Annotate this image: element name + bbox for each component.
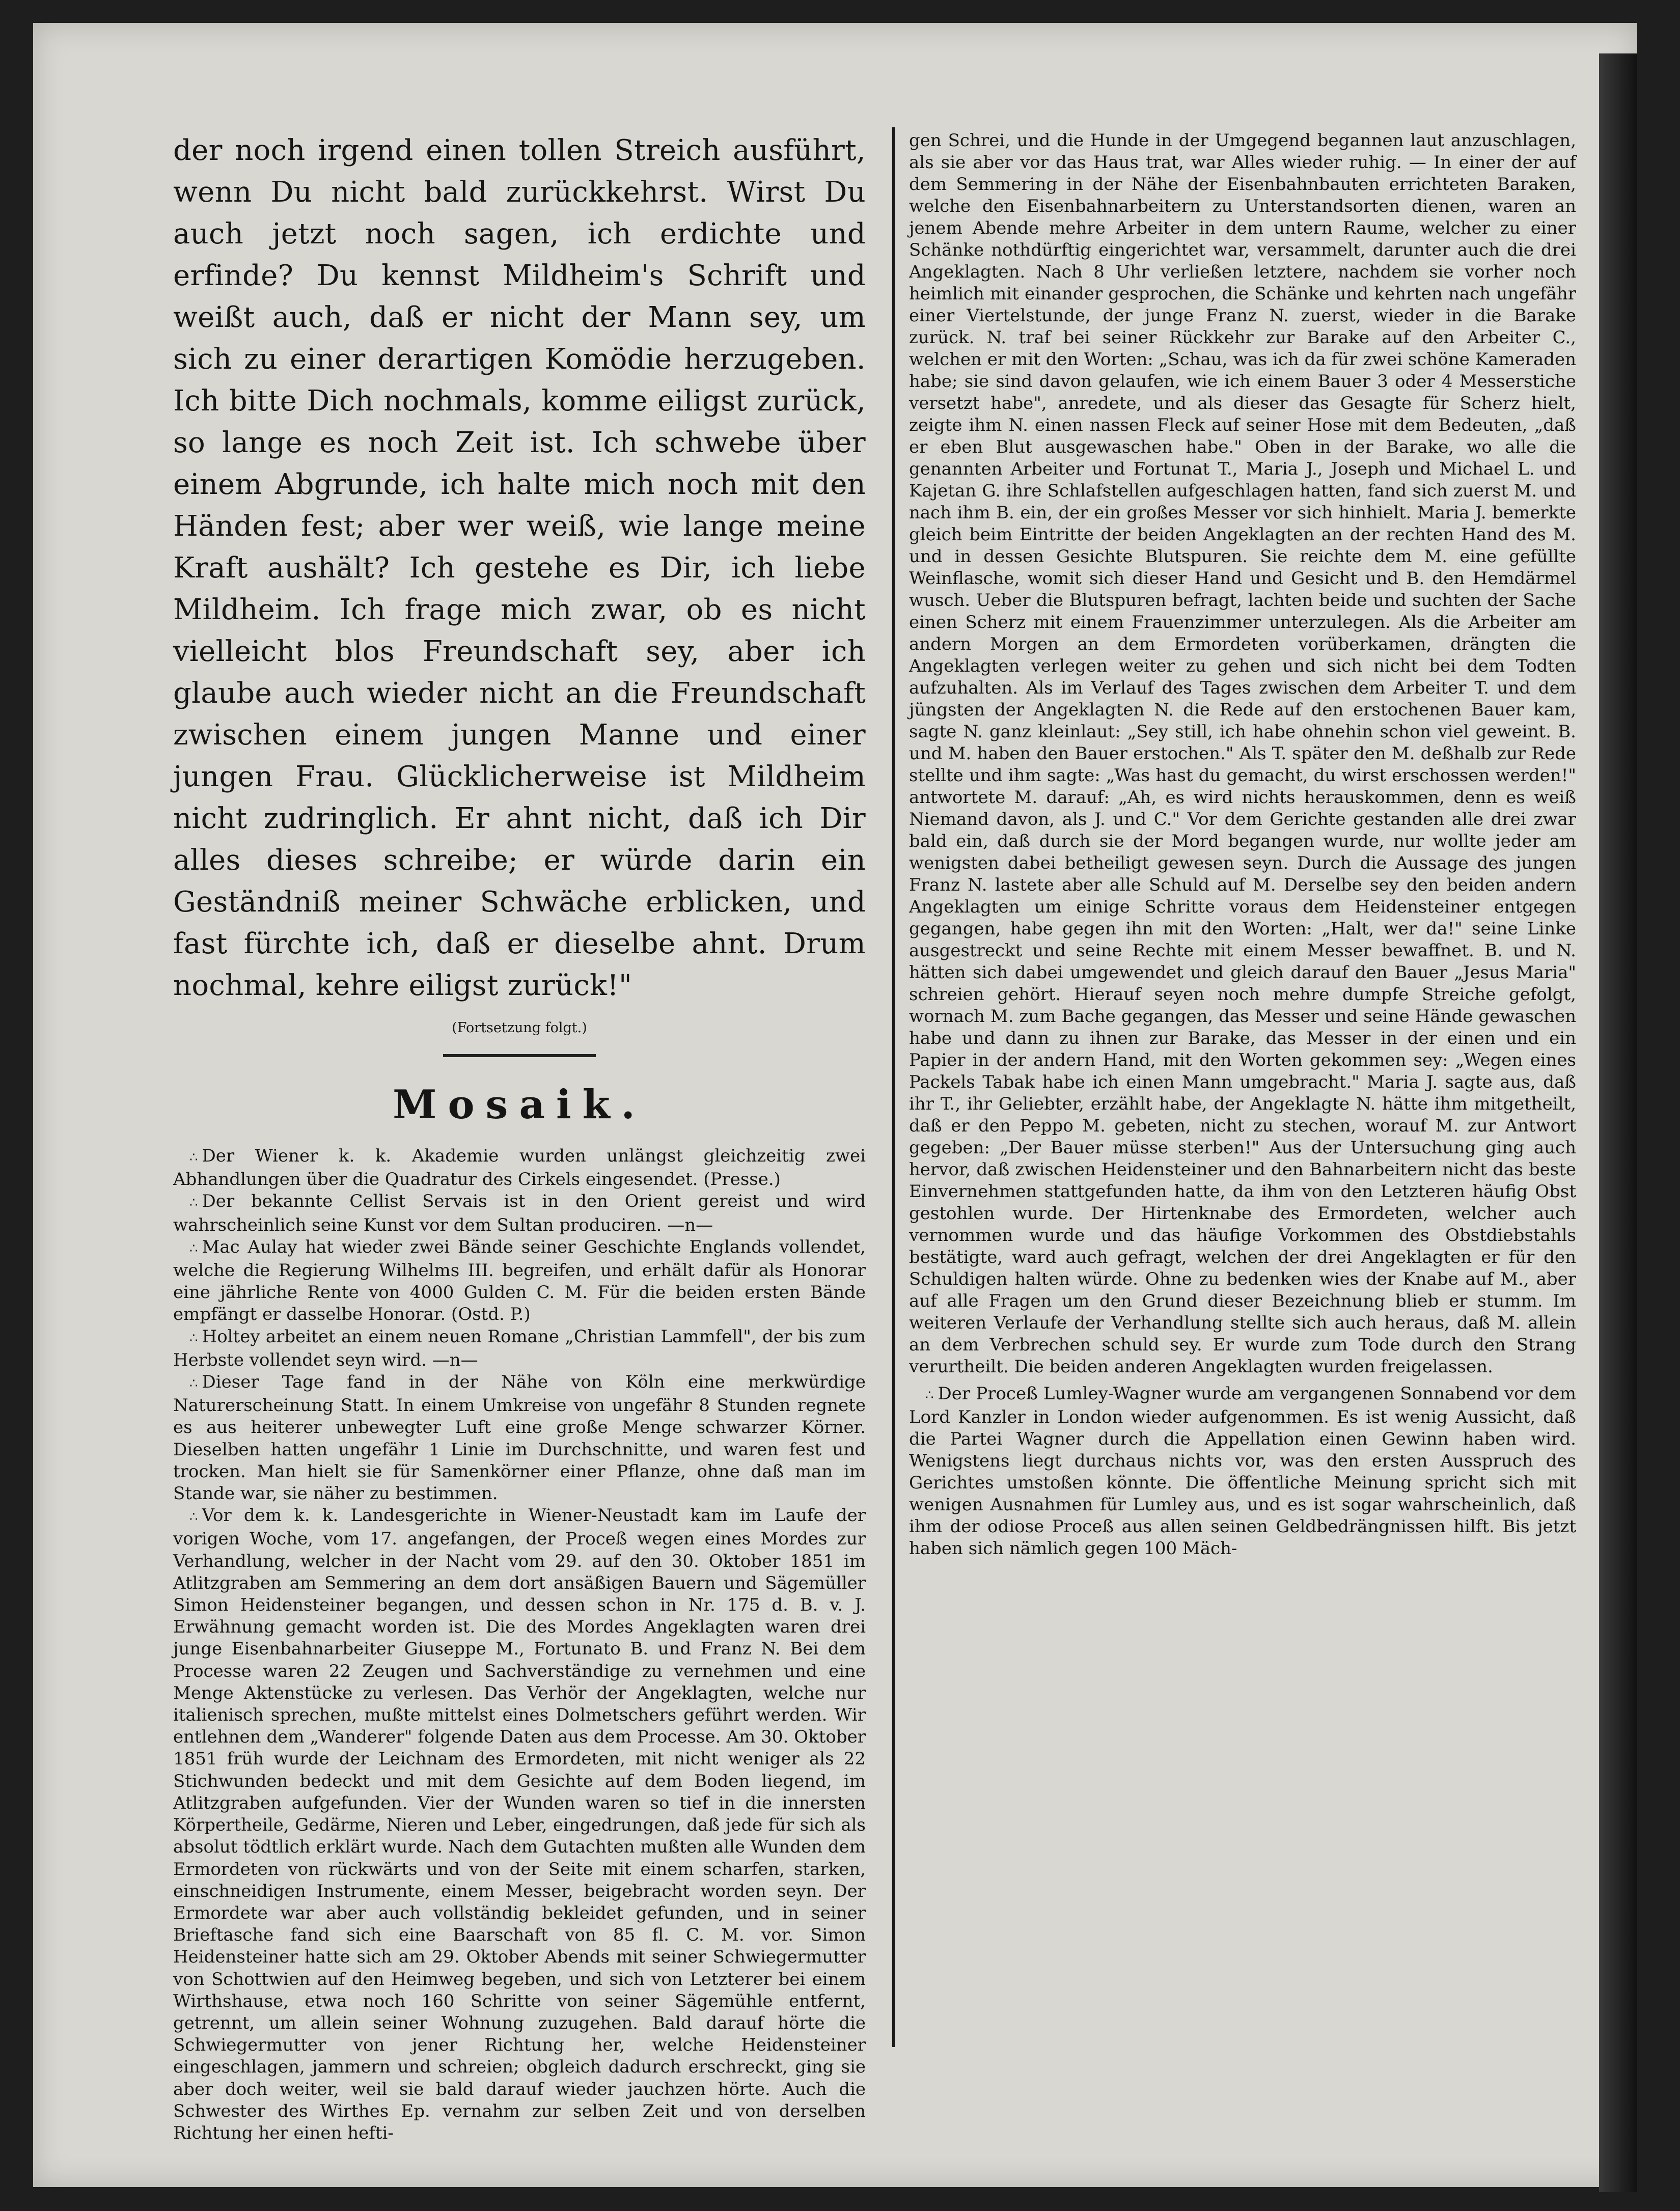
section-title: Mosaik. (393, 1082, 646, 1128)
column-divider (892, 127, 895, 2047)
notice-text: Der Proceß Lumley-Wagner wurde am vergangenen Sonnabend vor dem Lord Kanzler in London wieder aufgenommen. Es ist wenig Aussicht, daß die Partei Wagner durch die Appellation einen Gewinn haben wird. Wenigstens liegt durchaus nichts vor, was den ersten Ausspruch des Gerichtes umstoßen könnte. Die öffentliche Meinung spricht sich mit wenigen Ausnahmen für Lumley aus, und es ist sogar wahrscheinlich, daß ihm der odiose Proceß aus allen seinen Geldbedrängnissen hilft. Bis jetzt haben sich nämlich gegen 100 Mäch- (909, 1384, 1576, 1559)
notice-koeln (173, 1371, 866, 1505)
asterism-glyph: ∴ (189, 1376, 198, 1392)
asterism-glyph: ∴ (189, 1509, 198, 1525)
asterism-glyph: ∴ (189, 1195, 198, 1211)
notice-servais (173, 1191, 866, 1236)
notice-lumley-wagner (909, 1383, 1576, 1560)
notice-text: Holtey arbeitet an einem neuen Romane „Christian Lammfell", der bis zum Herbste vollendet seyn wird. —n— (173, 1326, 866, 1370)
asterism-glyph: ∴ (189, 1150, 198, 1165)
asterism-glyph: ∴ (925, 1388, 934, 1403)
right-column (909, 130, 1576, 1560)
continuation-note: (Fortsetzung folgt.) (452, 1020, 587, 1036)
trial-report-continuation: gen Schrei, und die Hunde in der Umgegend begannen laut anzuschlagen, als sie aber vor das Haus trat, war Alles wieder ruhig. — In einer der auf dem Semmering in der Nähe der Eisenbahnbauten errichteten Baraken, welche den Eisenbahnarbeitern zu Unterstandsorten dienen, waren an jenem Abende mehre Arbeiter in dem untern Raume, welcher zu einer Schänke nothdürftig eingerichtet war, versammelt, darunter auch die drei Angeklagten. Nach 8 Uhr verließen letztere, nachdem sie vorher noch heimlich mit einander gesprochen, die Schänke und kehrten nach ungefähr einer Viertelstunde, der junge Franz N. zuerst, wieder in die Barake zurück. N. traf bei seiner Rückkehr zur Barake auf den Arbeiter C., welchen er mit den Worten: „Schau, was ich da für zwei schöne Kameraden habe; sie sind davon gelaufen, wie ich einem Bauer 3 oder 4 Messerstiche versetzt habe", anredete, und als dieser das Gesagte für Scherz hielt, zeigte ihm N. einen nassen Fleck auf seiner Hose mit dem Bedeuten, „daß er eben Blut ausgewaschen habe." Oben in der Barake, wo alle die genannten Arbeiter und Fortunat T., Maria J., Joseph und Michael L. und Kajetan G. ihre Schlafstellen aufgeschlagen hatten, fand sich zuerst M. und nach ihm B. ein, der ein großes Messer vor sich hinhielt. Maria J. bemerkte gleich beim Eintritte der beiden Angeklagten an der rechten Hand des M. und in dessen Gesichte Blutspuren. Sie reichte dem M. eine gefüllte Weinflasche, womit sich dieser Hand und Gesicht und B. den Hemdärmel wusch. Ueber die Blutspuren befragt, lachten beide und suchten der Sache einen Scherz mit einem Frauenzimmer unterzulegen. Als die Arbeiter am andern Morgen an dem Ermordeten vorüberkamen, drängten die Angeklagten verlegen weiter zu gehen und sich nicht bei dem Todten aufzuhalten. Als im Verlauf des Tages zwischen dem Arbeiter T. und dem jüngsten der Angeklagten N. die Rede auf den erstochenen Bauer kam, sagte N. ganz kleinlaut: „Sey still, ich habe ohnehin schon viel geweint. B. und M. haben den Bauer erstochen." Als T. später den M. deßhalb zur Rede stellte und ihm sagte: „Was hast du gemacht, du wirst erschossen werden!" antwortete M. darauf: „Ah, es wird nichts herauskommen, denn es weiß Niemand davon, als J. und C." Vor dem Gerichte gestanden alle drei zwar bald ein, daß durch sie der Mord begangen wurde, nur wollte jeder am wenigsten dabei betheiligt gewesen seyn. Durch die Aussage des jungen Franz N. lastete aber alle Schuld auf M. Derselbe sey den beiden andern Angeklagten um einige Schritte voraus dem Heidensteiner entgegen gegangen, habe gegen ihn mit den Worten: „Halt, wer da!" seine Linke ausgestreckt und seine Rechte mit einem Messer bewaffnet. B. und N. hätten sich dabei umgewendet und gleich darauf den Bauer „Jesus Maria" schreien gehört. Hierauf seyen noch mehre dumpfe Streiche gefolgt, wornach M. zum Bache gegangen, das Messer und seine Hände gewaschen habe und dann zu ihnen zur Barake, das Messer in der einen und ein Papier in der andern Hand, mit den Worten gekommen sey: „Wegen eines Packels Tabak habe ich einen Mann umgebracht." Maria J. sagte aus, daß ihr T., ihr Geliebter, erzählt habe, der Angeklagte N. hätte ihm mitgetheilt, daß er den Peppo M. gebeten, nicht zu stechen, worauf M. zur Antwort gegeben: „Der Bauer müsse sterben!" Aus der Untersuchung ging auch hervor, daß zwischen Heidensteiner und den Bahnarbeitern nicht das beste Einvernehmen stattgefunden hatte, da ihm von den Letzteren häufig Obst gestohlen wurde. Der Hirtenknabe des Ermordeten, welcher auch vernommen wurde und das häufige Vorkommen des Obstdiebstahls bestätigte, ward auch gefragt, welchen der drei Angeklagten er für den Schuldigen halten würde. Ohne zu bedenken wies der Knabe auf M., aber auf alle Fragen um den Grund dieser Bezeichnung blieb er stumm. Im weiteren Verlaufe der Verhandlung stellte sich auch heraus, daß M. allein an dem Verbrechen schuld sey. Er wurde zum Tode durch den Strang verurtheilt. Die beiden anderen Angeklagten wurden freigelassen. (909, 130, 1576, 1377)
notice-text: Vor dem k. k. Landesgerichte in Wiener-Neustadt kam im Laufe der vorigen Woche, vom 17. angefangen, der Proceß wegen eines Mordes zur Verhandlung, welcher in der Nacht vom 29. auf den 30. Oktober 1851 im Atlitzgraben am Semmering an dem dort ansäßigen Bauern und Sägemüller Simon Heidensteiner begangen, und dessen schon in Nr. 175 d. B. v. J. Erwähnung gemacht worden ist. Die des Mordes Angeklagten waren drei junge Eisenbahnarbeiter Giuseppe M., Fortunato B. und Franz N. Bei dem Processe waren 22 Zeugen und Sachverständige zu vernehmen und eine Menge Aktenstücke zu verlesen. Das Verhör der Angeklagten, welche nur italienisch sprechen, mußte mittelst eines Dolmetschers geführt werden. Wir entlehnen dem „Wanderer" folgende Daten aus dem Processe. Am 30. Oktober 1851 früh wurde der Leichnam des Ermordeten, mit nicht weniger als 22 Stichwunden bedeckt und mit dem Gesichte auf dem Boden liegend, im Atlitzgraben aufgefunden. Vier der Wunden waren so tief in die innersten Körpertheile, Gedärme, Nieren und Leber, eingedrungen, daß jede für sich als absolut tödtlich erklärt wurde. Nach dem Gutachten mußten alle Wunden dem Ermordeten von rückwärts und von der Seite mit einem scharfen, starken, einschneidigen Instrumente, einem Messer, beigebracht worden seyn. Der Ermordete war aber auch vollständig bekleidet gefunden, und in seiner Brieftasche fand sich eine Baarschaft von 85 fl. C. M. vor. Simon Heidensteiner hatte sich am 29. Oktober Abends mit seiner Schwiegermutter von Schottwien auf den Heimweg begeben, und sich von Letzterer bei einem Wirthshause, etwa noch 160 Schritte von seiner Sägemühle entfernt, getrennt, um allein seiner Wohnung zuzugehen. Bald darauf hörte die Schwiegermutter von jener Richtung her, welche Heidensteiner eingeschlagen, jammern und schreien; obgleich dadurch erschreckt, ging sie aber doch weiter, weil sie bald darauf wieder jauchzen hörte. Auch die Schwester des Wirthes Ep. vernahm zur selben Zeit und von derselben Richtung her einen hefti- (173, 1505, 866, 2143)
binding-edge-shadow (1599, 53, 1637, 2192)
notice-holtey (173, 1326, 866, 1371)
asterism-glyph: ∴ (189, 1330, 198, 1346)
letter-continuation (173, 130, 866, 1007)
notice-text: Mac Aulay hat wieder zwei Bände seiner Geschichte Englands vollendet, welche die Regierung Wilhelms III. begreifen, und erhält dafür als Honorar eine jährliche Rente von 4000 Gulden C. M. Für die beiden ersten Bände empfängt er dasselbe Honorar. (Ostd. P.) (173, 1236, 866, 1325)
asterism-glyph: ∴ (189, 1240, 198, 1256)
notice-macaulay (173, 1236, 866, 1326)
notice-text: Dieser Tage fand in der Nähe von Köln eine merkwürdige Naturerscheinung Statt. In einem Umkreise von ungefähr 8 Stunden regnete es aus heiterer unbewegter Luft eine große Menge schwarzer Körner. Dieselben hatten ungefähr 1 Linie im Durchschnitte, und waren fest und trocken. Man hielt sie für Samenkörner einer Pflanze, ohne daß man im Stande war, sie näher zu bestimmen. (173, 1372, 866, 1504)
notice-academy (173, 1145, 866, 1191)
notice-text: Der bekannte Cellist Servais ist in den Orient gereist und wird wahrscheinlich seine Kunst vor dem Sultan produciren. —n— (173, 1191, 866, 1235)
notice-murder-trial (173, 1505, 866, 2144)
left-column (173, 130, 866, 2144)
section-divider-rule (443, 1054, 596, 1057)
notice-text: Der Wiener k. k. Akademie wurden unlängst gleichzeitig zwei Abhandlungen über die Quadratur des Cirkels eingesendet. (Presse.) (173, 1146, 866, 1190)
letter-paragraph: der noch irgend einen tollen Streich ausführt, wenn Du nicht bald zurückkehrst. Wirst Du auch jetzt noch sagen, ich erdichte und erfinde? Du kennst Mildheim's Schrift und weißt auch, daß er nicht der Mann sey, um sich zu einer derartigen Komödie herzugeben. Ich bitte Dich nochmals, komme eiligst zurück, so lange es noch Zeit ist. Ich schwebe über einem Abgrunde, ich halte mich noch mit den Händen fest; aber wer weiß, wie lange meine Kraft aushält? Ich gestehe es Dir, ich liebe Mildheim. Ich frage mich zwar, ob es nicht vielleicht blos Freundschaft sey, aber ich glaube auch wieder nicht an die Freundschaft zwischen einem jungen Manne und einer jungen Frau. Glücklicherweise ist Mildheim nicht zudringlich. Er ahnt nicht, daß ich Dir alles dieses schreibe; er würde darin ein Geständniß meiner Schwäche erblicken, und fast fürchte ich, daß er dieselbe ahnt. Drum nochmal, kehre eiligst zurück!" (173, 134, 866, 1002)
